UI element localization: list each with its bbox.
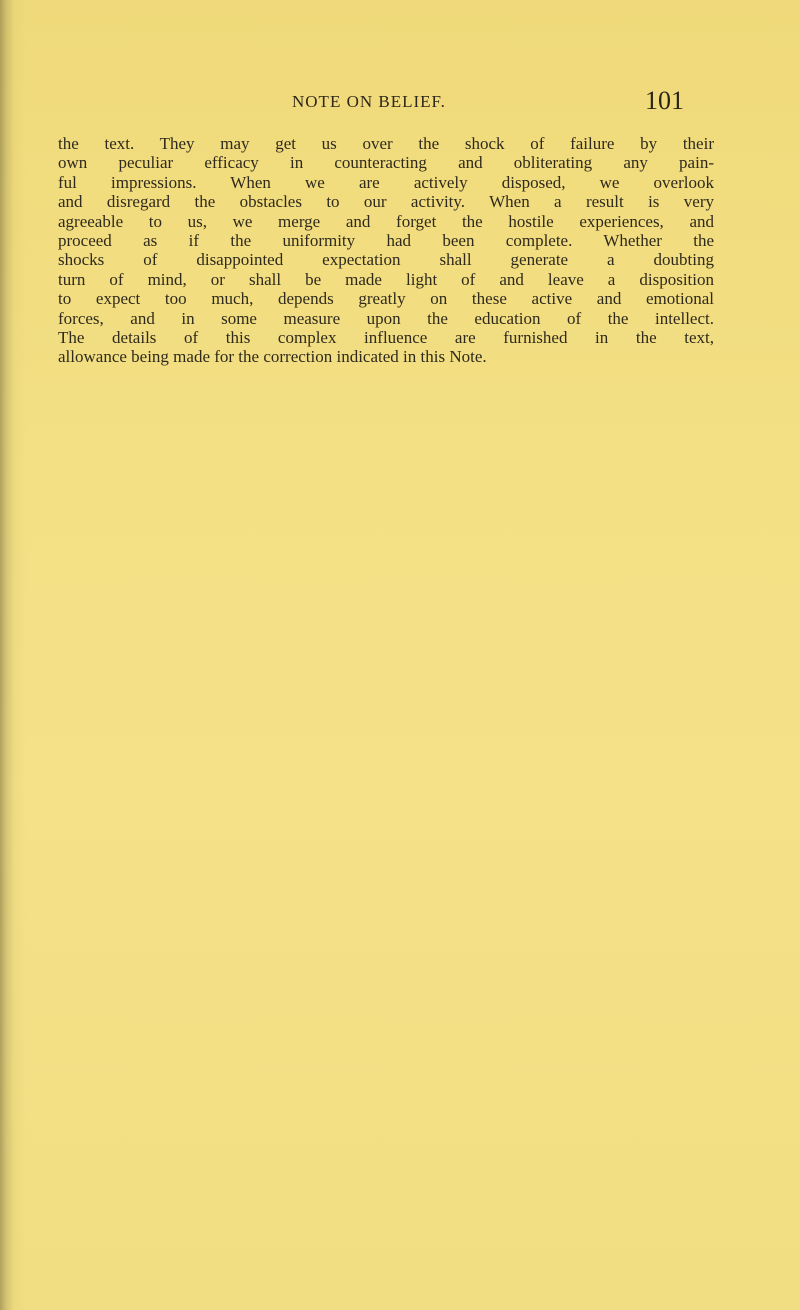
page-number: 101 [645, 86, 684, 115]
text-line: forces, and in some measure upon the education of the intellect. [58, 308, 714, 328]
text-line: turn of mind, or shall be made light of and leave a disposition [58, 269, 714, 289]
text-line: the text. They may get us over the shock of failure by their [58, 134, 714, 153]
text-line: agreeable to us, we merge and forget the hostile experiences, and [58, 211, 714, 231]
text-line: and disregard the obstacles to our activity. When a result is very [58, 192, 714, 212]
text-line: proceed as if the uniformity had been complete. Whether the [58, 230, 714, 250]
text-line: own peculiar efficacy in counteracting and obliterating any pain- [58, 153, 714, 173]
text-line: shocks of disappointed expectation shall generate a doubting [58, 250, 714, 270]
text-line: to expect too much, depends greatly on these active and emotional [58, 289, 714, 309]
text-line: ful impressions. When we are actively disposed, we overlook [58, 172, 714, 192]
running-title: NOTE ON BELIEF. [292, 92, 446, 111]
body-paragraph [58, 134, 714, 367]
text-line: allowance being made for the correction indicated in this Note. [58, 347, 487, 367]
running-head [0, 86, 800, 116]
text-line: The details of this complex influence are furnished in the text, [58, 327, 714, 347]
